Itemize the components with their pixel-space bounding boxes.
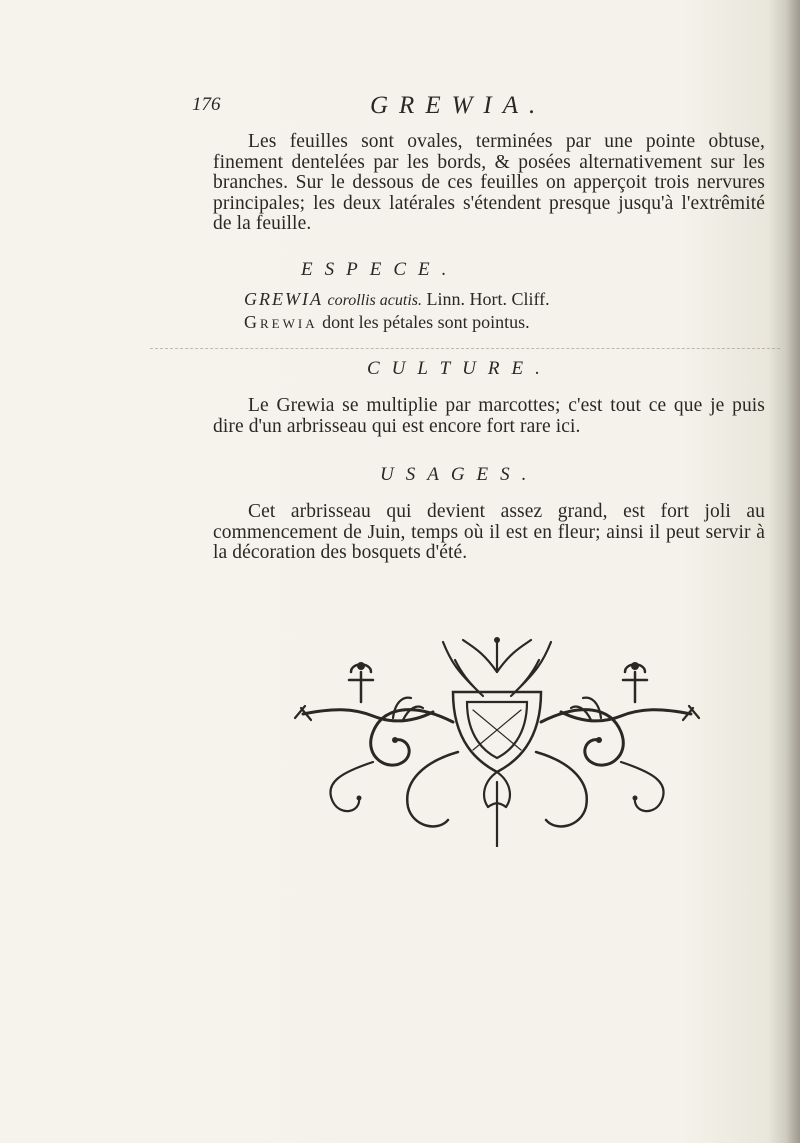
paragraph-culture: Le Grewia se multiplie par marcottes; c'est tout ce que je puis dire d'un arbrisseau qui est encore fort rare ici. bbox=[213, 395, 765, 437]
heading-espece: ESPECE. bbox=[301, 259, 459, 280]
species-french-name: Grewia bbox=[244, 312, 318, 332]
species-reference: Linn. Hort. Cliff. bbox=[426, 289, 550, 309]
page-edge-shadow bbox=[786, 0, 800, 1143]
section-divider bbox=[150, 348, 780, 349]
paragraph-description: Les feuilles sont ovales, terminées par une pointe obtuse, finement dentelées par les bords, & posées alternativement sur les branches. Sur le dessous de ces feuilles on apperçoit trois nervures principales; les deux latérales s'étendent presque jusqu'à l'extrêmité de la feuille. bbox=[213, 131, 765, 234]
heading-culture: CULTURE. bbox=[367, 358, 552, 379]
running-header bbox=[192, 92, 612, 122]
species-genus-name: GREWIA bbox=[244, 289, 323, 309]
species-french-description: dont les pétales sont pointus. bbox=[322, 312, 530, 332]
paragraph-usages: Cet arbrisseau qui devient assez grand, est fort joli au commencement de Juin, temps où il est en fleur; ainsi il peut servir à la décoration des bosquets d'été. bbox=[213, 501, 765, 563]
heading-usages: USAGES. bbox=[380, 464, 539, 485]
running-title: GREWIA. bbox=[370, 92, 547, 119]
page-number: 176 bbox=[192, 94, 221, 115]
species-french-line bbox=[244, 312, 530, 333]
fleuron-ornament bbox=[283, 632, 711, 847]
species-latin-description: corollis acutis. bbox=[327, 292, 422, 309]
species-latin-line bbox=[244, 289, 550, 310]
